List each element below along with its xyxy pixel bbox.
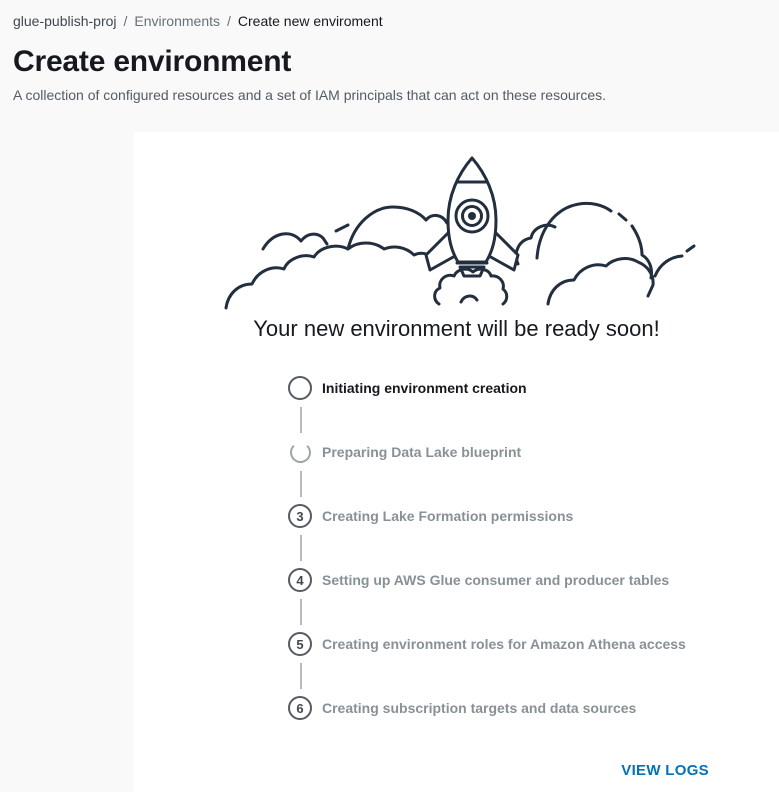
step-row — [288, 568, 779, 592]
breadcrumb-current-page: Create new enviroment — [237, 13, 383, 29]
step-row — [288, 504, 779, 528]
step-label: Initiating environment creation — [322, 380, 527, 396]
ready-soon-heading: Your new environment will be ready soon! — [253, 316, 660, 341]
step-connector-line — [288, 656, 779, 696]
page-header — [0, 0, 779, 103]
step-row — [288, 696, 779, 720]
step-connector-line — [288, 464, 779, 504]
cloud-dash-far-right — [687, 246, 694, 251]
progress-steps — [288, 376, 779, 720]
page-description: A collection of configured resources and a set of IAM principals that can act on these resources. — [13, 87, 606, 103]
step-number-badge: 3 — [288, 504, 312, 528]
cloud-lower-right — [548, 259, 653, 304]
rocket-window-center — [468, 212, 476, 220]
step-label: Creating environment roles for Amazon Athena access — [322, 636, 686, 652]
step-connector-line — [288, 400, 779, 440]
breadcrumb — [13, 12, 763, 30]
breadcrumb-project[interactable]: glue-publish-proj — [13, 13, 117, 29]
environment-creation-card — [134, 132, 779, 792]
spinner-icon — [290, 442, 311, 463]
view-logs-link[interactable]: VIEW LOGS — [621, 762, 709, 779]
step-connector-line — [288, 592, 779, 632]
cloud-dash-left — [336, 225, 348, 231]
cloud-arc-far-right — [655, 256, 682, 276]
step-row — [288, 440, 779, 464]
step-number-badge: 4 — [288, 568, 312, 592]
breadcrumb-separator: / — [227, 13, 231, 29]
step-row — [288, 376, 779, 400]
step-label: Creating Lake Formation permissions — [322, 508, 574, 524]
exhaust-cloud-inner — [461, 296, 477, 302]
exhaust-cloud — [434, 269, 506, 304]
cloud-lower-left — [226, 243, 437, 308]
step-label: Creating subscription targets and data sources — [322, 700, 637, 716]
rocket-launch-illustration — [217, 152, 697, 312]
cloud-arc-left — [263, 234, 327, 249]
step-label: Preparing Data Lake blueprint — [322, 444, 522, 460]
breadcrumb-environments[interactable]: Environments — [134, 13, 220, 29]
breadcrumb-separator: / — [123, 13, 128, 29]
step-number-badge: 5 — [288, 632, 312, 656]
step-connector-line — [288, 528, 779, 568]
step-row — [288, 632, 779, 656]
page-title: Create environment — [13, 45, 292, 78]
cloud-dash-right — [619, 214, 626, 220]
rocket-body — [448, 158, 496, 262]
step-number-badge: 6 — [288, 696, 312, 720]
step-label: Setting up AWS Glue consumer and producer tables — [322, 572, 670, 588]
cloud-dome-right — [537, 203, 611, 258]
step-circle-icon — [288, 376, 312, 400]
